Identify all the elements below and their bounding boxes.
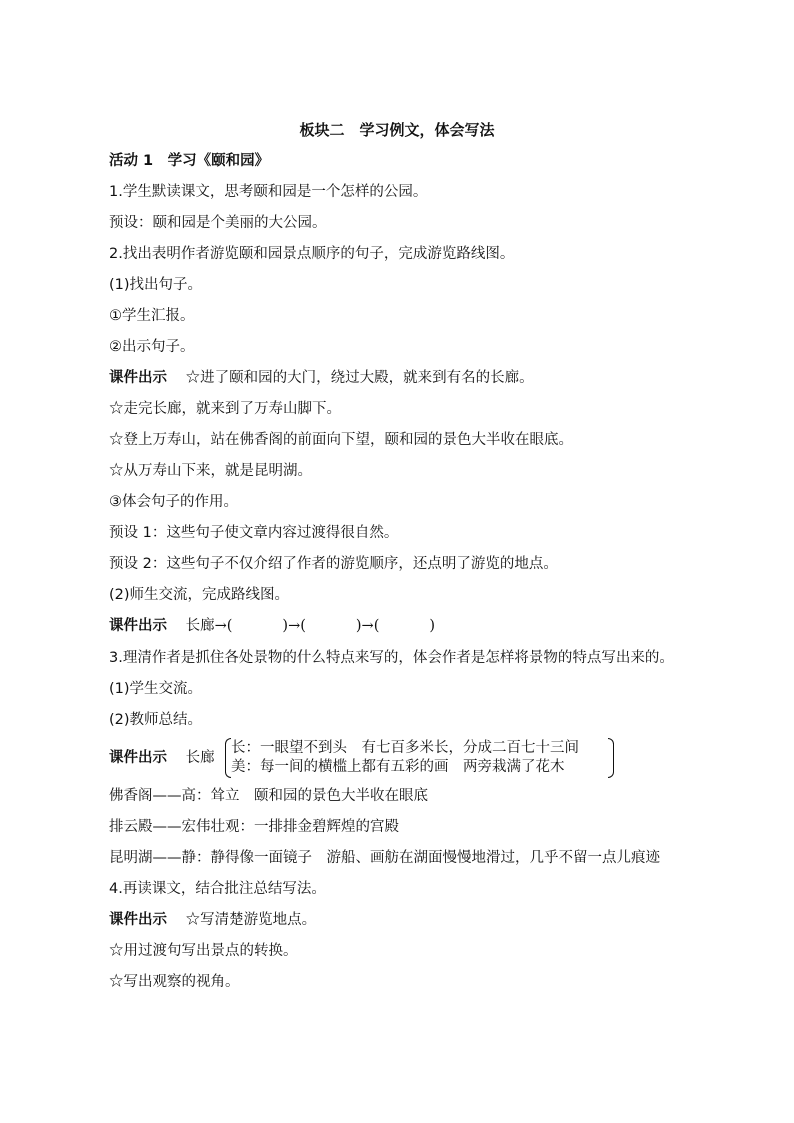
bracket-line-long: 长：一眼望不到头 有七百多米长，分成二百七十三间 xyxy=(231,740,579,756)
step-item: ②出示句子。 xyxy=(109,339,195,355)
sentence-item: ☆登上万寿山，站在佛香阁的前面向下望，颐和园的景色大半收在眼底。 xyxy=(109,432,573,448)
activity-heading: 活动 1 学习《颐和园》 xyxy=(109,153,270,169)
preset-answer: 预设：颐和园是个美丽的大公园。 xyxy=(109,215,327,231)
scenery-paiyundian: 排云殿——宏伟壮观：一排排金碧辉煌的宫殿 xyxy=(109,819,399,835)
step-item: ③体会句子的作用。 xyxy=(109,494,238,510)
question-2: 2.找出表明作者游览颐和园景点顺序的句子，完成游览路线图。 xyxy=(109,246,515,262)
courseware-label: 课件出示 xyxy=(109,370,167,386)
method-item: ☆写出观察的视角。 xyxy=(109,974,240,990)
route-start: 长廊→( xyxy=(185,618,233,634)
right-brace xyxy=(608,738,614,778)
sentence-item: ☆进了颐和园的大门，绕过大殿，就来到有名的长廊。 xyxy=(185,370,534,386)
bracket-line-beauty: 美：每一间的横槛上都有五彩的画 两旁栽满了花木 xyxy=(231,759,565,775)
method-item: ☆用过渡句写出景点的转换。 xyxy=(109,943,298,959)
route-arrow: )→( xyxy=(355,618,380,634)
changlang-label: 长廊 xyxy=(185,750,215,766)
step-item: ①学生汇报。 xyxy=(109,308,195,324)
route-line xyxy=(109,616,435,636)
subquestion: (1)学生交流。 xyxy=(109,681,203,697)
courseware-label: 课件出示 xyxy=(109,912,167,928)
question-4: 4.再读课文，结合批注总结写法。 xyxy=(109,881,326,897)
question-1: 1.学生默读课文，思考颐和园是一个怎样的公园。 xyxy=(109,184,428,200)
scenery-foxiangge: 佛香阁——高：耸立 颐和园的景色大半收在眼底 xyxy=(109,788,428,804)
courseware-label: 课件出示 xyxy=(109,618,167,634)
sentence-item: ☆从万寿山下来，就是昆明湖。 xyxy=(109,463,312,479)
section-title: 板块二 学习例文，体会写法 xyxy=(299,121,495,139)
courseware-label: 课件出示 xyxy=(109,750,167,766)
preset-answer: 预设 2：这些句子不仅介绍了作者的游览顺序，还点明了游览的地点。 xyxy=(109,556,558,572)
courseware-line xyxy=(109,368,534,388)
subquestion: (2)师生交流，完成路线图。 xyxy=(109,587,290,603)
courseware-line xyxy=(109,748,215,768)
method-item: ☆写清楚游览地点。 xyxy=(185,912,317,928)
preset-answer: 预设 1：这些句子使文章内容过渡得很自然。 xyxy=(109,525,399,541)
question-3: 3.理清作者是抓住各处景物的什么特点来写的，体会作者是怎样将景物的特点写出来的。 xyxy=(109,650,674,666)
subquestion: (1)找出句子。 xyxy=(109,277,203,293)
scenery-kunminghu: 昆明湖——静：静得像一面镜子 游船、画舫在湖面慢慢地滑过，几乎不留一点儿痕迹 xyxy=(109,850,660,866)
route-arrow: )→( xyxy=(282,618,306,634)
courseware-line xyxy=(109,910,316,930)
subquestion: (2)教师总结。 xyxy=(109,712,203,728)
sentence-item: ☆走完长廊，就来到了万寿山脚下。 xyxy=(109,401,341,417)
route-end: ) xyxy=(429,618,436,634)
